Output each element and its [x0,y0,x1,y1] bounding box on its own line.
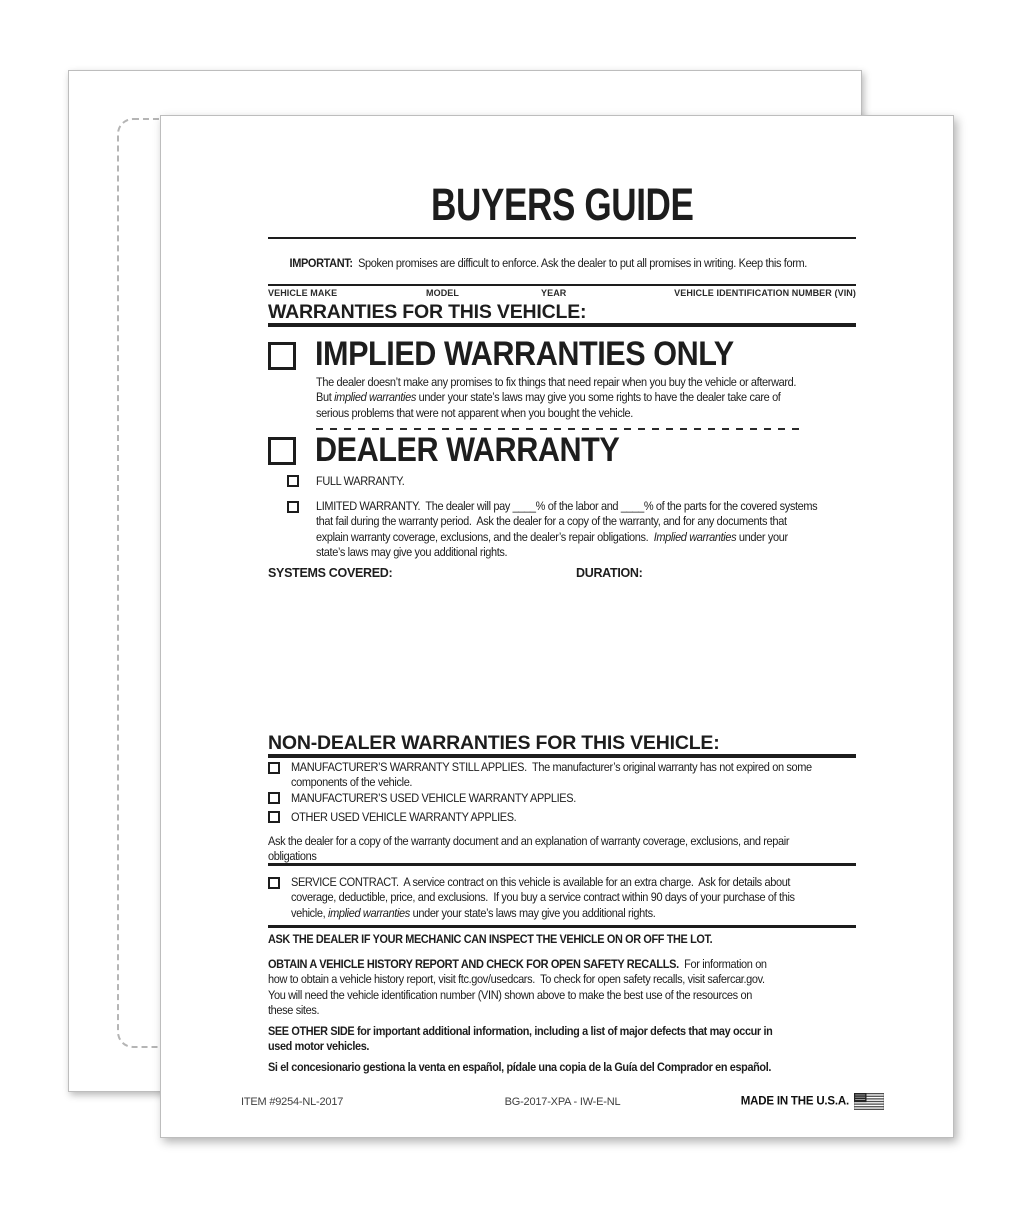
service-contract-checkbox[interactable] [268,877,280,889]
vehicle-fields-row [268,288,856,300]
other-used-warranty-text: OTHER USED VEHICLE WARRANTY APPLIES. [291,810,517,824]
manufacturers-warranty-checkbox[interactable] [268,762,280,774]
divider-top [268,237,856,239]
service-contract-text: SERVICE CONTRACT. A service contract on this vehicle is available for an extra charge. Ask for details about coverage, deductible, price, and exclusions. If you buy a service contract within 90 days of your purchase of this vehicle, implied warranties under your state’s laws may give you additional rights. [291,875,795,920]
systems-covered-label: SYSTEMS COVERED: [268,566,393,580]
manufacturers-used-warranty-text: MANUFACTURER’S USED VEHICLE WARRANTY APPLIES. [291,791,576,805]
buyers-guide-form [160,115,954,1138]
implied-warranties-title: IMPLIED WARRANTIES ONLY [315,335,734,373]
limited-warranty-description: LIMITED WARRANTY. The dealer will pay ____% of the labor and ____% of the parts for the covered systems that fail during the warranty period. Ask the dealer for a copy of the warranty, and for any documents that explain warranty coverage, exclusions, and the dealer’s repair obligations. Implied warranties under your state’s laws may give you additional rights. [316,499,818,560]
important-note [268,241,807,287]
divider-fields [268,284,856,286]
vehicle-make-label: VEHICLE MAKE [268,288,338,298]
divider-bottom [268,925,856,928]
limited-warranty-checkbox[interactable] [287,501,299,513]
full-warranty-label: FULL WARRANTY. [316,474,405,488]
important-text: Spoken promises are difficult to enforce. Ask the dealer to put all promises in writing. Keep this form. [352,256,807,271]
non-dealer-section-header: NON-DEALER WARRANTIES FOR THIS VEHICLE: [268,732,720,754]
other-used-warranty-option [268,810,856,825]
systems-covered-write-in-area [268,586,856,728]
dealer-warranty-option [268,432,856,468]
vin-label: VEHICLE IDENTIFICATION NUMBER (VIN) [674,288,856,298]
important-label: IMPORTANT: [289,256,353,271]
form-code: BG-2017-XPA - IW-E-NL [504,1096,621,1108]
made-in-usa-label: MADE IN THE U.S.A. [740,1095,849,1108]
full-warranty-option [268,474,856,489]
vehicle-history-paragraph: OBTAIN A VEHICLE HISTORY REPORT AND CHECK FOR OPEN SAFETY RECALLS. For information on how to obtain a vehicle history report, visit ftc.gov/usedcars. To check for open safety recalls, visit safercar.gov. You will need the vehicle identification number (VIN) shown above to make the best use of the resources on these sites. [268,957,767,1018]
other-used-warranty-checkbox[interactable] [268,811,280,823]
manufacturers-warranty-option [268,760,856,791]
manufacturers-used-warranty-option [268,791,856,806]
ask-copy-paragraph: Ask the dealer for a copy of the warranty document and an explanation of warranty coverage, exclusions, and repair obligations [268,834,790,864]
non-dealer-header-rule [268,754,856,758]
dealer-warranty-checkbox[interactable] [268,437,296,465]
implied-warranties-option [268,336,856,372]
spanish-line: Si el concesionario gestiona la venta en español, pídale una copia de la Guía del Comprador en español. [268,1060,772,1074]
implied-warranties-checkbox[interactable] [268,342,296,370]
duration-label: DURATION: [576,566,643,580]
systems-covered-row [268,566,856,582]
see-other-side-paragraph: SEE OTHER SIDE for important additional information, including a list of major defects that may occur in used motor vehicles. [268,1024,773,1054]
dashed-divider [316,428,804,430]
model-label: MODEL [426,288,459,298]
us-flag-icon [854,1093,884,1110]
warranties-section-header: WARRANTIES FOR THIS VEHICLE: [268,301,587,323]
manufacturers-warranty-text: MANUFACTURER’S WARRANTY STILL APPLIES. The manufacturer’s original warranty has not expired on some components of the vehicle. [291,760,812,790]
divider-service [268,863,856,866]
form-footer [241,1093,884,1113]
dealer-warranty-title: DEALER WARRANTY [315,431,620,469]
service-contract-option [268,875,856,921]
item-number: ITEM #9254-NL-2017 [241,1096,344,1108]
mechanic-inspect-line: ASK THE DEALER IF YOUR MECHANIC CAN INSPECT THE VEHICLE ON OR OFF THE LOT. [268,932,713,946]
warranties-header-rule [268,323,856,327]
form-content [268,116,856,1137]
form-title: BUYERS GUIDE [430,179,694,230]
limited-warranty-option [268,499,856,561]
implied-warranties-description: The dealer doesn’t make any promises to fix things that need repair when you buy the vehicle or afterward. But implied warranties under your state’s laws may give you some rights to have the dealer take care of serious problems that were not apparent when you bought the vehicle. [316,375,797,420]
manufacturers-used-warranty-checkbox[interactable] [268,792,280,804]
year-label: YEAR [541,288,567,298]
full-warranty-checkbox[interactable] [287,475,299,487]
